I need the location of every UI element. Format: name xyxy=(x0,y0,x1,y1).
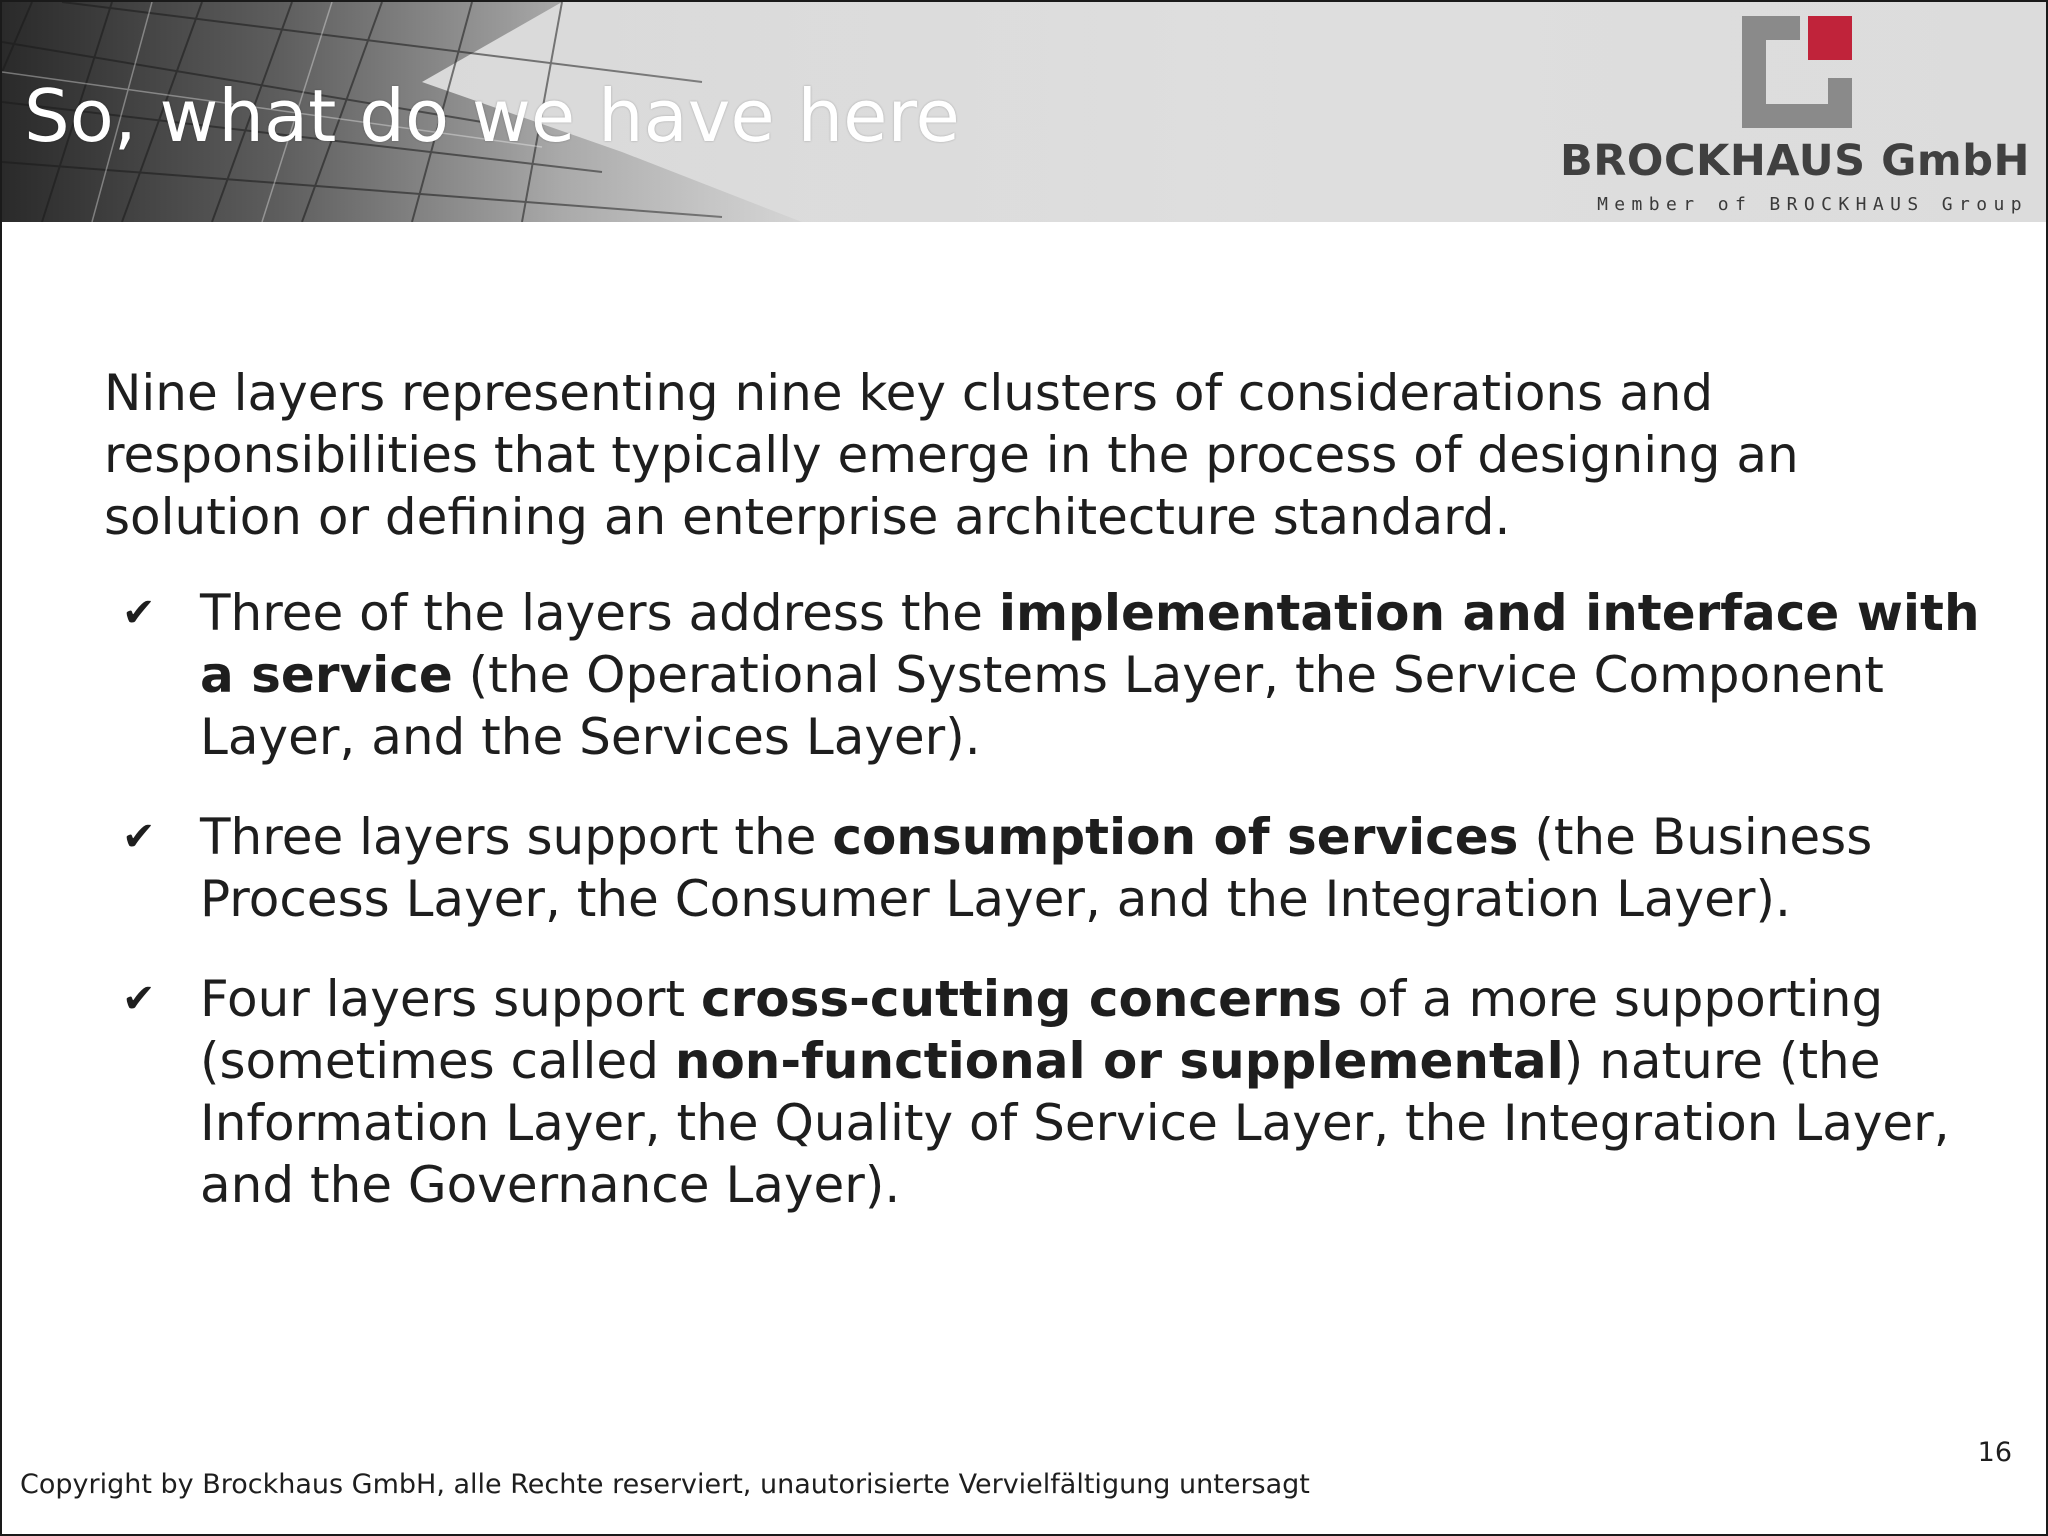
brockhaus-logo-mark-icon xyxy=(1742,16,1852,128)
copyright-notice: Copyright by Brockhaus GmbH, alle Rechte reserviert, unautorisierte Vervielfältigung untersagt xyxy=(20,1469,1310,1500)
slide-content xyxy=(104,362,1984,1254)
bullet-text: Three of the layers address the xyxy=(200,584,999,642)
bullet-emphasis: implementation and interface with a service xyxy=(200,584,1980,704)
slide-title: So, what do we have here xyxy=(24,74,960,158)
intro-paragraph: Nine layers representing nine key clusters of considerations and responsibilities that typically emerge in the process of designing an solution or defining an enterprise architecture standard. xyxy=(104,364,1799,546)
bullet-list xyxy=(104,582,1984,1216)
bullet-item xyxy=(104,968,1984,1216)
check-mark-icon: ✔ xyxy=(122,814,156,860)
bullet-emphasis: cross-cutting concerns xyxy=(700,970,1342,1028)
bullet-text: (the Business Process Layer, the Consumer Layer, and the Integration Layer). xyxy=(200,808,1873,928)
bullet-text: (the Operational Systems Layer, the Service Component Layer, and the Services Layer). xyxy=(200,646,1884,766)
bullet-item xyxy=(104,582,1984,768)
bullet-emphasis: consumption of services xyxy=(832,808,1519,866)
brockhaus-logo xyxy=(1560,12,2030,215)
check-mark-icon: ✔ xyxy=(122,976,156,1022)
bullet-item xyxy=(104,806,1984,930)
slide-header xyxy=(2,2,2046,222)
bullet-text: of a more supporting (sometimes called xyxy=(200,970,1884,1090)
bullet-text: ) nature (the Information Layer, the Quality of Service Layer, the Integration Layer, and the Governance Layer). xyxy=(200,1032,1950,1214)
bullet-text: Four layers support xyxy=(200,970,701,1028)
page-number: 16 xyxy=(1977,1437,2012,1468)
bullet-text: Three layers support the xyxy=(200,808,833,866)
logo-tagline: Member of BROCKHAUS Group xyxy=(1597,194,2028,215)
logo-company-name: BROCKHAUS GmbH xyxy=(1560,136,2030,186)
check-mark-icon: ✔ xyxy=(122,590,156,636)
bullet-emphasis: non-functional or supplemental xyxy=(674,1032,1564,1090)
